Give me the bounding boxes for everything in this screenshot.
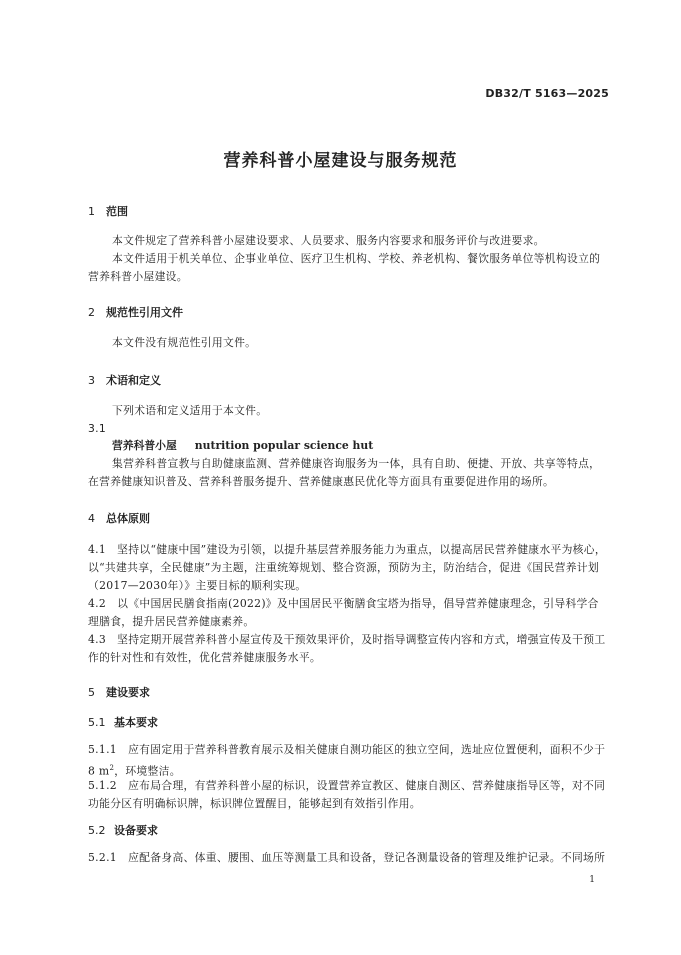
section-heading-scope (88, 203, 128, 219)
clause: 5.2.1 应配备身高、体重、腰围、血压等测量工具和设备，登记各测量设备的管理及维护记录。不同场所 (88, 851, 606, 864)
term-chinese: 营养科普小屋 (112, 439, 177, 452)
page-title: 营养科普小屋建设与服务规范 (223, 151, 458, 171)
term-heading (112, 438, 373, 453)
section-number: 1 (88, 205, 95, 218)
subsection-title: 基本要求 (114, 716, 158, 729)
paragraph: 本文件适用于机关单位、企事业单位、医疗卫生机构、学校、养老机构、餐饮服务单位等机构设立的营养科普小屋建设。 (88, 252, 601, 283)
subsection-number: 5.1 (88, 716, 106, 729)
section-title: 规范性引用文件 (106, 306, 183, 319)
section-number: 5 (88, 686, 95, 699)
section-title: 建设要求 (106, 686, 150, 699)
paragraph: 本文件没有规范性引用文件。 (112, 336, 257, 349)
clause-text: 5.1.1 应有固定用于营养科普教育展示及相关健康自测功能区的独立空间，选址应位置便利，面积不少于8 m (88, 743, 606, 778)
clause: 4.1 坚持以“健康中国”建设为引领，以提升基层营养服务能力为重点，以提高居民营养健康水平为核心，以“共建共享，全民健康”为主题，注重统筹规划、整合资源，预防为主，防治结合，促进《国民营养计划（2017—2030年）》主要目标的顺利实现。 (88, 543, 606, 592)
section-heading-terms (88, 372, 161, 388)
subsection-title: 设备要求 (114, 824, 158, 837)
subsection-heading-basic (88, 714, 158, 730)
section-number: 2 (88, 306, 95, 319)
paragraph: 下列术语和定义适用于本文件。 (112, 404, 268, 417)
superscript: 2 (109, 764, 115, 772)
section-number: 3 (88, 374, 95, 387)
page-number: 1 (589, 875, 595, 885)
clause: 4.2 以《中国居民膳食指南(2022)》及中国居民平衡膳食宝塔为指导，倡导营养健康理念，引导科学合理膳食，提升居民营养健康素养。 (88, 597, 599, 628)
clause: 5.1.2 应布局合理，有营养科普小屋的标识，设置营养宣教区、健康自测区、营养健康指导区等，对不同功能分区有明确标识牌，标识牌位置醒目，能够起到有效指引作用。 (88, 779, 606, 810)
subsection-heading-equipment (88, 822, 158, 838)
section-number: 4 (88, 512, 95, 525)
section-title: 术语和定义 (106, 374, 161, 387)
section-title: 范围 (106, 205, 128, 218)
paragraph: 本文件规定了营养科普小屋建设要求、人员要求、服务内容要求和服务评价与改进要求。 (112, 234, 545, 247)
clause (88, 741, 608, 781)
section-heading-principles (88, 510, 150, 526)
definition: 集营养科普宣教与自助健康监测、营养健康咨询服务为一体，具有自助、便捷、开放、共享等特点，在营养健康知识普及、营养科普服务提升、营养健康惠民优化等方面具有重要促进作用的场所。 (88, 457, 601, 488)
clause: 4.3 坚持定期开展营养科普小屋宣传及干预效果评价，及时指导调整宣传内容和方式，增强宣传及干预工作的针对性和有效性，优化营养健康服务水平。 (88, 633, 606, 664)
term-english: nutrition popular science hut (194, 439, 374, 452)
section-title: 总体原则 (106, 512, 150, 525)
document-code: DB32/T 5163—2025 (485, 87, 609, 100)
subsection-number: 5.2 (88, 824, 106, 837)
clause-number: 3.1 (88, 422, 107, 435)
section-heading-references (88, 304, 183, 320)
section-heading-construction (88, 684, 150, 700)
clause-text: ，环境整洁。 (114, 764, 181, 778)
